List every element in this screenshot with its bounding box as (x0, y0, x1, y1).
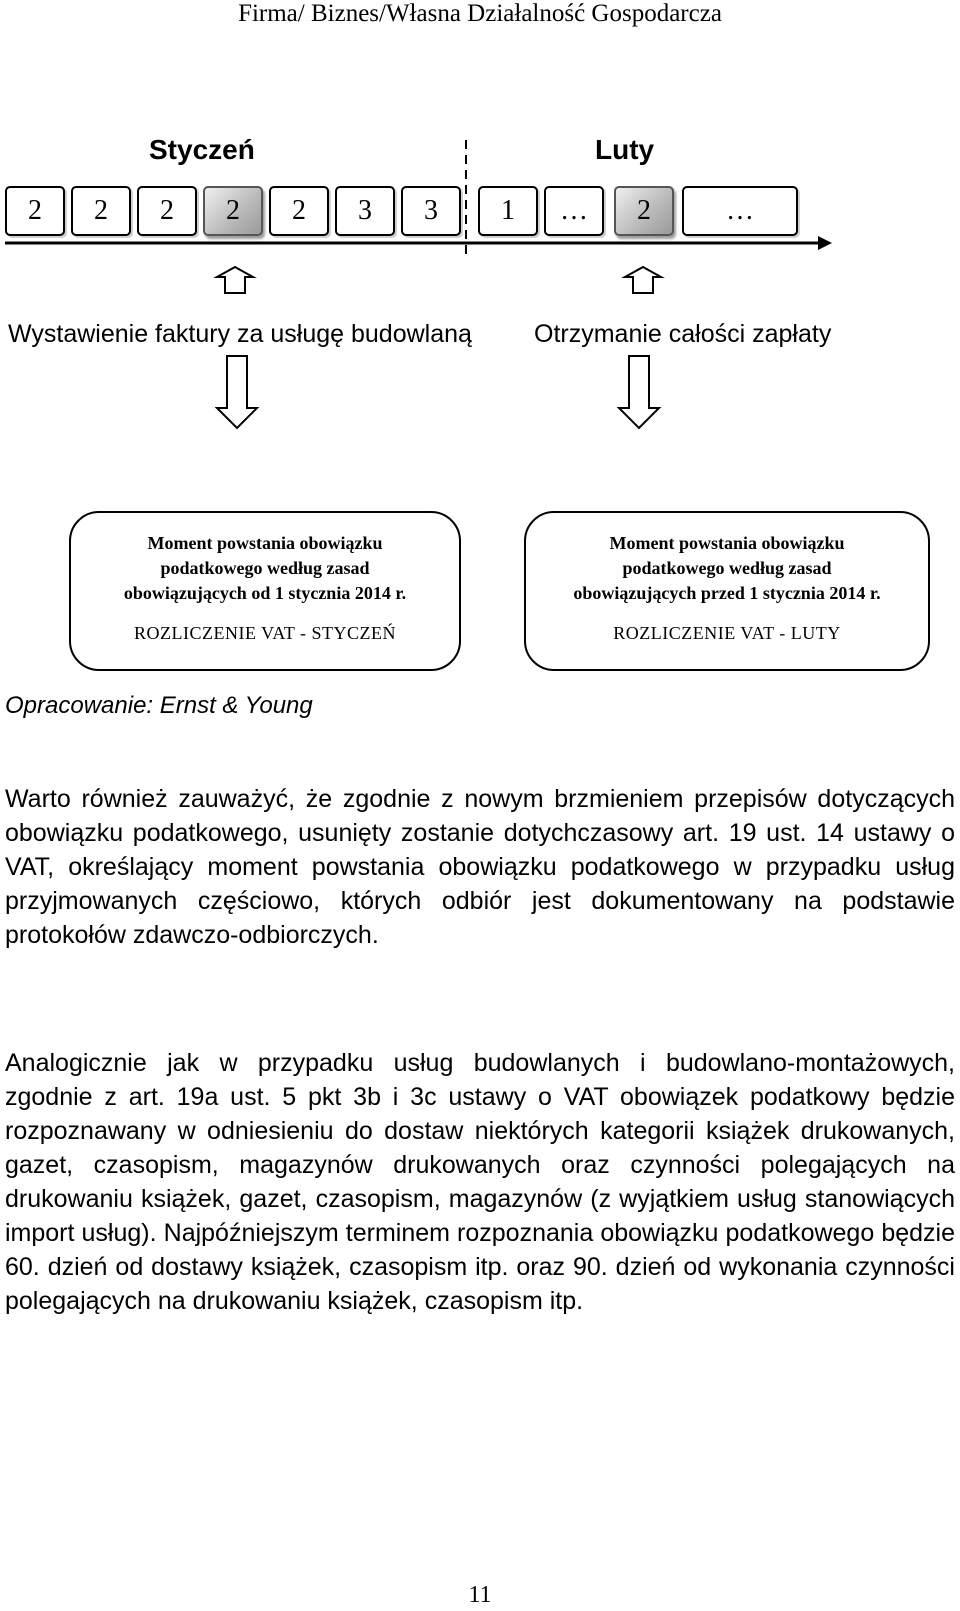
down-arrow-icon (217, 356, 257, 428)
caption-payment: Otrzymanie całości zapłaty (534, 320, 832, 348)
moment-box-line: podatkowego według zasad (622, 558, 832, 578)
up-arrow-icon (625, 267, 661, 293)
timeline-day-box: … (682, 186, 798, 236)
paragraph: Analogicznie jak w przypadku usług budowlanych i budowlano-montażowych, zgodnie z art. 19a ust. 5 pkt 3b i 3c ustawy o VAT obowiązek podatkowy będzie rozpoznawany w odniesieniu do dostaw niektórych kategorii książek drukowanych, gazet, czasopism, magazynów drukowanych oraz czynności polegających na drukowaniu książek, gazet, czasopism, magazynów (z wyjątkiem usług stanowiących import usług). Najpóźniejszym terminem rozpoznania obowiązku podatkowego będzie 60. dzień od dostawy książek, czasopism itp. oraz 90. dzień od wykonania czynności polegających na drukowaniu książek, czasopism itp. (5, 1049, 955, 1315)
timeline-day-box: 2 (5, 186, 65, 236)
up-arrow-icon (217, 267, 253, 293)
moment-box-line: obowiązujących od 1 stycznia 2014 r. (123, 583, 407, 603)
moment-box-line: obowiązujących przed 1 stycznia 2014 r. (573, 583, 881, 603)
moment-box-january (69, 511, 461, 671)
timeline-day-box: 2 (137, 186, 197, 236)
moment-box-line: podatkowego według zasad (160, 558, 370, 578)
moment-box-line: Moment powstania obowiązku (147, 533, 383, 553)
source-note: Opracowanie: Ernst & Young (5, 692, 313, 719)
month-label-january: Styczeń (149, 134, 255, 165)
timeline-arrowhead (818, 236, 832, 250)
timeline-day-box: 2 (269, 186, 329, 236)
moment-box-line: Moment powstania obowiązku (609, 533, 845, 553)
timeline-day-box: 2 (71, 186, 131, 236)
paragraph: Warto również zauważyć, że zgodnie z nowym brzmieniem przepisów dotyczących obowiązku podatkowego, usunięty zostanie dotychczasowy art. 19 ust. 14 ustawy o VAT, określający moment powstania obowiązku podatkowego w przypadku usług przyjmowanych częściowo, których odbiór jest dokumentowany na podstawie protokołów zdawczo-odbiorczych. (5, 785, 955, 949)
page-number: 11 (468, 1582, 492, 1608)
caption-invoice: Wystawienie faktury za usługę budowlaną (8, 320, 472, 348)
timeline-day-box: … (544, 186, 604, 236)
settlement-label-january: ROZLICZENIE VAT - STYCZEŃ (134, 623, 396, 643)
timeline-graphics (0, 120, 960, 440)
timeline-day-box-highlighted: 2 (614, 186, 674, 236)
timeline-day-box: 3 (401, 186, 461, 236)
timeline-day-box: 1 (478, 186, 538, 236)
moment-box-february (524, 511, 930, 671)
page-header: Firma/ Biznes/Własna Działalność Gospodarcza (238, 0, 722, 27)
down-arrow-icon (619, 356, 659, 428)
timeline-day-box: 3 (335, 186, 395, 236)
month-label-february: Luty (595, 134, 655, 165)
timeline-day-box-highlighted: 2 (203, 186, 263, 236)
settlement-label-february: ROZLICZENIE VAT - LUTY (613, 623, 841, 643)
